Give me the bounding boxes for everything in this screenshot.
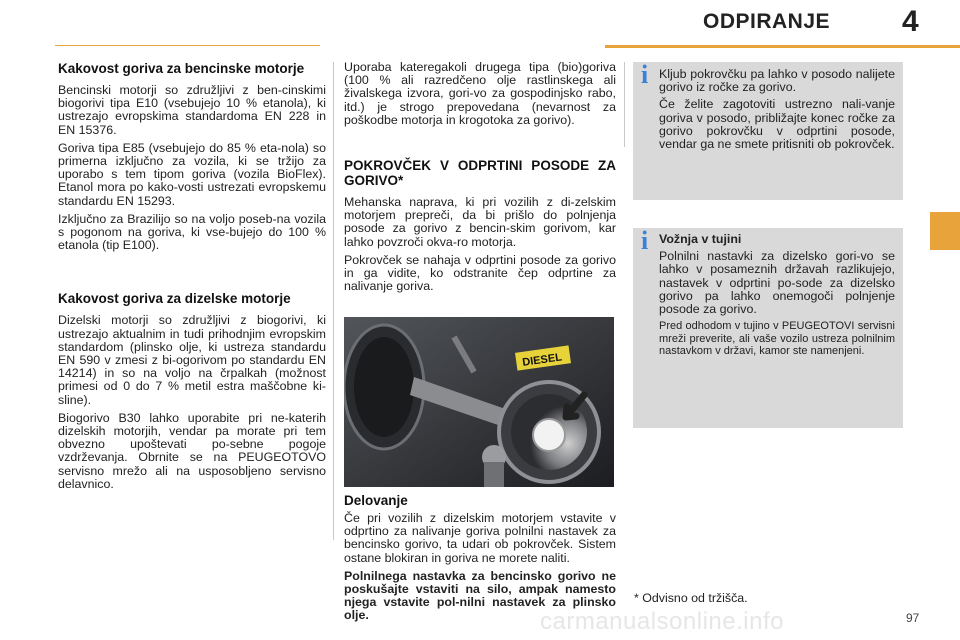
left-column <box>58 61 326 496</box>
operation-heading: Delovanje <box>344 493 408 508</box>
petrol-paragraph-3: Izključno za Brazilijo so na voljo poseb-na vozila s pogonom na goriva, ki vse-bujejo do 100 % etanola (tip E100). <box>58 211 326 253</box>
middle-column <box>344 61 616 298</box>
info-icon: i <box>641 60 649 89</box>
chapter-title: ODPIRANJE <box>703 10 831 33</box>
petrol-paragraph-1: Bencinski motorji so združljivi z ben-cinskimi biogorivi tipa E10 (vsebujejo 10 % etanola), ki ustrezajo evropskima standardoma EN 228 in EN 15376. <box>58 83 326 137</box>
section-heading: POKROVČEK V ODPRTINI POSODE ZA GORIVO* <box>344 158 616 189</box>
petrol-paragraph-2: Goriva tipa E85 (vsebujejo do 85 % eta-nola) so primerna izključno za vozila, ki se tržijo za uporabo s tem tipom goriva (vozila BioFlex). Etanol mora po kako-vosti ustrezati evropskemu standardu EN 15293. <box>58 140 326 208</box>
chapter-number: 4 <box>902 5 919 38</box>
top-rule <box>55 45 320 46</box>
diesel-heading: Kakovost goriva za dizelske motorje <box>58 291 291 307</box>
footnote: * Odvisno od tržišča. <box>634 591 748 605</box>
watermark: carmanualsonline.info <box>540 608 784 635</box>
chapter-side-tab <box>930 212 960 250</box>
fuel-filler-illustration <box>344 317 614 487</box>
info-icon: i <box>641 226 649 255</box>
column-divider-right <box>624 62 625 147</box>
page-number: 97 <box>906 611 920 625</box>
petrol-heading: Kakovost goriva za bencinske motorje <box>58 61 305 76</box>
info1-paragraph-2: Če želite zagotoviti ustrezno nali-vanje goriva v posodo, približajte konec ročke za gorivo pokrovčku v odprtini posode, vendar ga ne smete pritisniti ob pokrovček. <box>659 97 895 152</box>
column-divider <box>333 62 334 540</box>
fuel-warning-intro: Uporaba kateregakoli drugega tipa (bio)goriva (100 % ali razredčeno olje rastlinskega ali živalskega izvora, gori-vo za gospodinjsko rabo, itd.) je strogo prepovedana (nevarnost za poškodbe motorja in krogotoka za gorivo). <box>344 60 616 127</box>
diesel-label: DIESEL <box>521 351 563 369</box>
info2-paragraph-1: Polnilni nastavki za dizelsko gori-vo se lahko v posameznih državah razlikujejo, nastavek v odprtini po-sode za dizelsko gorivo pa lahko onemogoči polnjenje posode za gorivo. <box>659 249 895 317</box>
diesel-paragraph-2: Biogorivo B30 lahko uporabite pri ne-katerih dizelskih motorjih, vendar pa morate pri tem obvezno upoštevati po-sebne pogoje vzdrževanja. Obrnite se na PEUGEOTOVO servisno mrežo ali na usposobljeno servisno delavnico. <box>58 410 326 491</box>
info1-paragraph-1: Kljub pokrovčku pa lahko v posodo nalijete gorivo iz ročke za gorivo. <box>659 67 895 95</box>
info-box-driving-abroad <box>633 228 903 428</box>
info-box-fuel-can <box>633 62 903 200</box>
section-paragraph-1: Mehanska naprava, ki pri vozilih z di-zelskim motorjem prepreči, da bi prišlo do polnjenja posode za gorivo z bencin-skim gorivom, kar lahko povzroči okva-ro motorja. <box>344 195 616 249</box>
info2-paragraph-2: Pred odhodom v tujino v PEUGEOTOVI servisni mreži preverite, ali vaše vozilo ustreza polnilnim nastavkom v državi, kamor ste namenjeni. <box>659 320 895 358</box>
diesel-paragraph-1: Dizelski motorji so združljivi z biogorivi, ki ustrezajo aktualnim in tudi prihodnjim evropskim standardom (plinsko olje, ki ustreza standardu EN 590 v zmesi z bi-ogorivom po standardu EN 14214) in so na voljo na črpalkah (možnost primesi od 0 do 7 % metil estra maščobne ki-sline). <box>58 313 326 407</box>
info2-heading: Vožnja v tujini <box>659 232 742 246</box>
section-paragraph-2: Pokrovček se nahaja v odprtini posode za gorivo in ga vidite, ko odstranite čep odprtine za nalivanje goriva. <box>344 252 616 294</box>
fuel-filler-photo <box>344 317 614 487</box>
operation-paragraph: Če pri vozilih z dizelskim motorjem vstavite v odprtino za nalivanje goriva polnilni nastavek za bencinsko gorivo, ta udari ob pokrovček. Sistem ostane blokiran in goriva ne morete naliti. <box>344 511 616 565</box>
header-rule <box>605 45 960 48</box>
operation-warning: Polnilnega nastavka za bencinsko gorivo ne poskušajte vstaviti na silo, ampak namesto njega vstavite pol-nilni nastavek za plinsko olje. <box>344 568 616 623</box>
